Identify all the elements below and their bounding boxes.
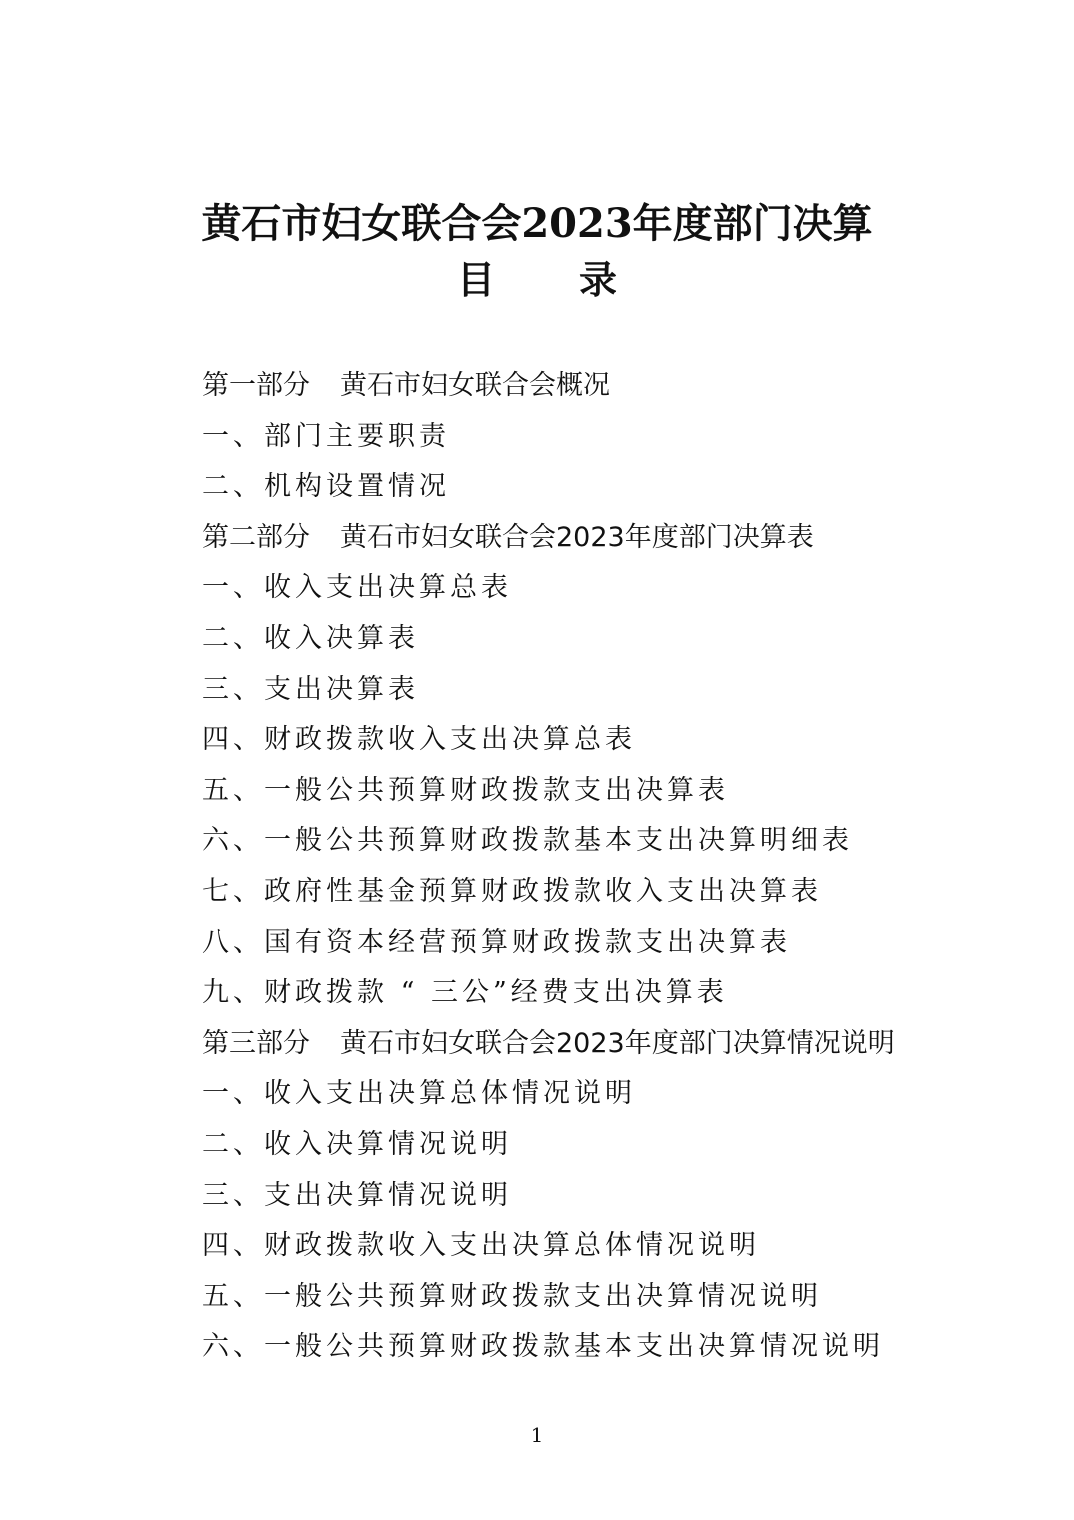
toc-item[interactable]: 六、一般公共预算财政拨款基本支出决算情况说明 xyxy=(202,1331,884,1363)
table-of-contents xyxy=(202,361,1022,1373)
toc-item[interactable]: 二、收入决算表 xyxy=(202,622,419,654)
toc-part-2[interactable] xyxy=(202,513,1022,564)
toc-item[interactable]: 九、财政拨款 “ 三公”经费支出决算表 xyxy=(202,977,728,1009)
toc-heading-char-2: 录 xyxy=(579,257,618,302)
toc-item[interactable]: 八、国有资本经营预算财政拨款支出决算表 xyxy=(202,926,791,958)
part-number: 第二部分 xyxy=(202,521,310,553)
toc-item[interactable]: 六、一般公共预算财政拨款基本支出决算明细表 xyxy=(202,825,853,857)
toc-item[interactable]: 一、部门主要职责 xyxy=(202,420,450,452)
toc-item[interactable]: 四、财政拨款收入支出决算总体情况说明 xyxy=(202,1230,760,1262)
part-number: 第三部分 xyxy=(202,1027,310,1059)
toc-item[interactable]: 三、支出决算情况说明 xyxy=(202,1179,512,1211)
page-number: 1 xyxy=(530,1423,544,1447)
toc-item[interactable]: 五、一般公共预算财政拨款支出决算表 xyxy=(202,774,729,806)
toc-item[interactable]: 五、一般公共预算财政拨款支出决算情况说明 xyxy=(202,1280,822,1312)
toc-part-1[interactable] xyxy=(202,361,1022,412)
part-title: 黄石市妇女联合会2023年度部门决算表 xyxy=(340,521,814,553)
toc-item[interactable]: 二、收入决算情况说明 xyxy=(202,1128,512,1160)
toc-heading-char-1: 目 xyxy=(456,257,495,302)
part-title: 黄石市妇女联合会概况 xyxy=(340,370,610,401)
toc-item[interactable]: 三、支出决算表 xyxy=(202,673,419,705)
toc-item[interactable]: 一、收入支出决算总体情况说明 xyxy=(202,1078,636,1110)
part-number: 第一部分 xyxy=(202,370,310,401)
toc-item[interactable]: 二、机构设置情况 xyxy=(202,471,450,503)
toc-part-3[interactable] xyxy=(202,1019,1022,1070)
toc-item[interactable]: 一、收入支出决算总表 xyxy=(202,572,512,604)
toc-item[interactable]: 四、财政拨款收入支出决算总表 xyxy=(202,724,636,756)
part-title: 黄石市妇女联合会2023年度部门决算情况说明 xyxy=(340,1027,895,1059)
toc-heading xyxy=(0,252,1074,308)
toc-item[interactable]: 七、政府性基金预算财政拨款收入支出决算表 xyxy=(202,875,822,907)
document-title: 黄石市妇女联合会2023年度部门决算 xyxy=(201,200,873,247)
